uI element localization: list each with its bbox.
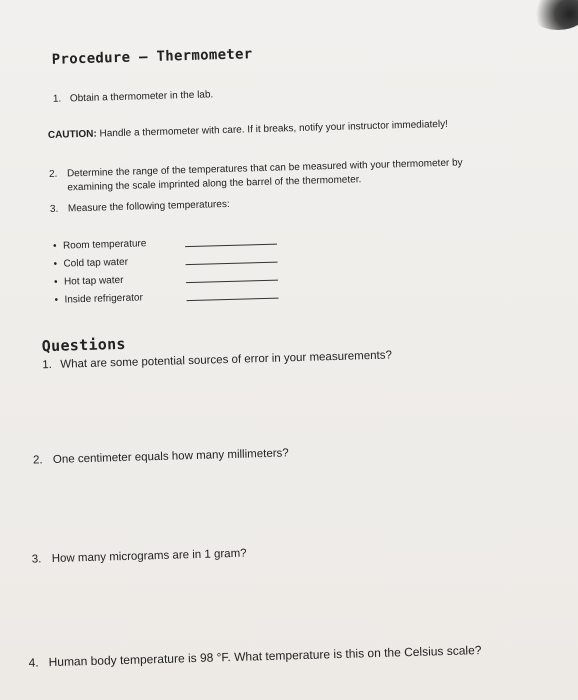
measurement-hot-tap: Hot tap water bbox=[63, 274, 124, 288]
question-3-number: 3. bbox=[31, 553, 42, 566]
step-1-text: Obtain a thermometer in the lab. bbox=[69, 89, 214, 105]
bullet: • bbox=[53, 276, 58, 288]
bullet: • bbox=[52, 240, 57, 252]
bullet: • bbox=[53, 258, 58, 270]
question-4-text: Human body temperature is 98 °F. What temperature is this on the Celsius scale? bbox=[48, 643, 482, 670]
step-2-line-2: examining the scale imprinted along the barrel of the thermometer. bbox=[67, 174, 362, 194]
step-3-text: Measure the following temperatures: bbox=[67, 198, 230, 215]
step-1-number: 1. bbox=[52, 93, 62, 105]
questions-heading: Questions bbox=[41, 334, 126, 356]
answer-line-room[interactable] bbox=[185, 244, 277, 248]
answer-line-cold-tap[interactable] bbox=[186, 262, 278, 266]
caution-label: CAUTION: bbox=[47, 128, 97, 141]
question-4-number: 4. bbox=[28, 655, 39, 670]
question-1-number: 1. bbox=[42, 358, 53, 372]
answer-line-hot-tap[interactable] bbox=[186, 280, 278, 284]
step-3-number: 3. bbox=[49, 203, 59, 215]
measurement-room: Room temperature bbox=[62, 238, 147, 252]
step-2-line-1: Determine the range of the temperatures that can be measured with your thermometer by bbox=[66, 157, 463, 180]
question-3-text: How many micrograms are in 1 gram? bbox=[51, 547, 247, 566]
caution-note bbox=[48, 119, 448, 141]
caution-text: Handle a thermometer with care. If it breaks, notify your instructor immediately! bbox=[99, 118, 449, 140]
bullet: • bbox=[54, 294, 59, 306]
answer-line-refrigerator[interactable] bbox=[187, 298, 279, 302]
measurement-cold-tap: Cold tap water bbox=[63, 256, 129, 270]
question-1-text: What are some potential sources of error in your measurements? bbox=[60, 349, 393, 371]
question-2-number: 2. bbox=[32, 454, 43, 467]
step-2-number: 2. bbox=[48, 168, 58, 180]
question-2-text: One centimeter equals how many millimeters? bbox=[52, 447, 289, 466]
measurement-refrigerator: Inside refrigerator bbox=[64, 292, 144, 306]
procedure-heading: Procedure – Thermometer bbox=[51, 46, 253, 68]
